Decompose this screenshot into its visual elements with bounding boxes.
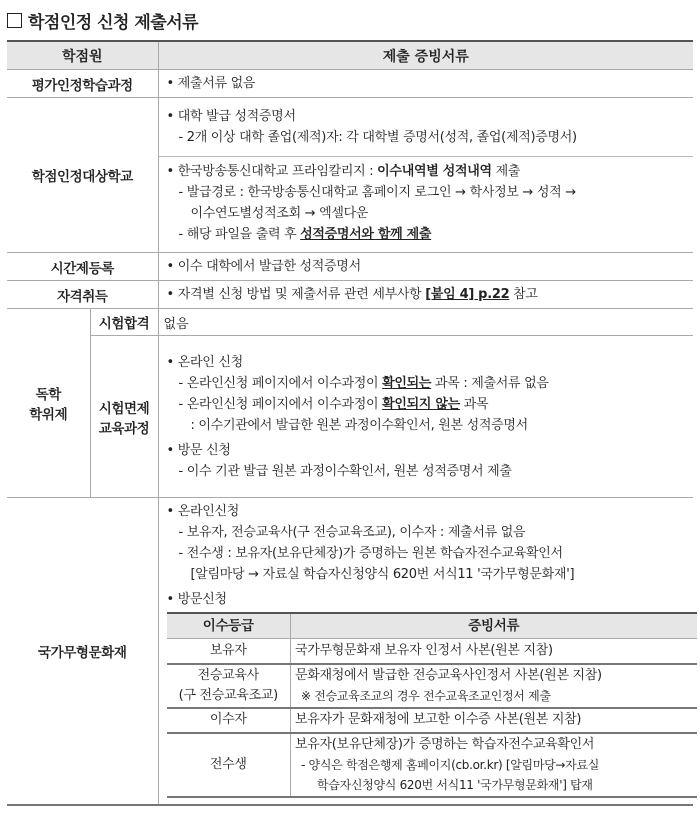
inner-header-grade: 이수등급 [167,613,291,639]
doc-note-cont: 학습자신청양식 620번 서식11 '국가무형문화재'] 탑재 [317,777,593,792]
doc-text: 국가무형문화재 보유자 인정서 사본(원본 지참) [295,642,553,658]
inner-row [167,639,697,664]
doc-cell [291,708,697,733]
heritage-grade-table [167,612,697,798]
subcategory-exempt [90,336,158,498]
text: - 온라인신청 페이지에서 이수과정이 [178,375,383,391]
doc-item-prime-college [167,161,694,182]
table-row-evaluation [7,70,693,98]
grade-cell [167,664,291,708]
table-row-certificate [7,281,693,309]
docs-parttime [158,253,693,281]
table-row-university [7,98,693,253]
doc-cell [291,639,697,664]
doc-text: 보유자(보유단체장)가 증명하는 학습자전수교육확인서 [295,736,595,752]
docs-exempt [158,336,693,498]
appendix-reference: [붙임 4] p.22 [425,287,510,302]
doc-note: - 양식은 학점은행제 홈페이지(cb.or.kr) [알림마당→자료실 [301,757,600,772]
inner-header-row [167,613,697,639]
grade-text: 전수생 [209,756,247,772]
text: 참고 [509,287,538,302]
doc-subitem-cont: 이수연도별성적조회 → 엑셀다운 [190,205,369,221]
text: - 해당 파일을 출력 후 [178,226,301,242]
grade-text: 보유자 [209,642,247,658]
grade-cell [167,639,291,664]
doc-subitem: - 2개 이상 대학 졸업(제적)자: 각 대학별 증명서(성적, 졸업(제적)증명서) [178,129,577,145]
header-credit-source: 학점원 [7,41,158,70]
emphasis-text: 확인되지 않는 [382,396,460,412]
header-required-documents: 제출 증빙서류 [158,41,693,70]
inner-row [167,733,697,797]
docs-heritage [158,498,693,805]
doc-subitem [167,224,694,245]
page-title [7,8,198,33]
doc-item: • 방문신청 [166,592,227,607]
text: - 온라인신청 페이지에서 이수과정이 [178,396,383,412]
docs-university [158,98,693,253]
doc-subitem [167,394,694,415]
doc-subitem: - 전수생 : 보유자(보유단체장)가 증명하는 원본 학습자전수교육확인서 [178,546,563,561]
table-row-selfstudy-exempt [7,336,693,498]
text: • 자격별 신청 방법 및 제출서류 관련 세부사항 [166,287,426,302]
doc-subitem-cont: [알림마당 → 자료실 학습자신청양식 620번 서식11 '국가무형문화재'] [190,567,575,582]
category-line: 독학 [35,387,61,403]
category-university: 학점인정대상학교 [7,98,158,253]
table-row-selfstudy-exam [7,309,693,336]
doc-item: • 이수 대학에서 발급한 성적증명서 [166,259,361,274]
doc-item: • 온라인 신청 [166,354,243,370]
subcategory-exam-pass: 시험합격 [90,309,158,336]
emphasis-text: 확인되는 [382,375,432,391]
doc-item [167,284,694,305]
emphasis-text: 성적증명서와 함께 제출 [300,226,432,242]
category-evaluation: 평가인정학습과정 [7,70,158,98]
subcategory-line: 교육과정 [98,420,150,437]
grade-subtext: (구 전승교육조교) [178,687,278,703]
inner-row [167,664,697,708]
doc-subitem: - 이수 기관 발급 원본 과정이수확인서, 원본 성적증명서 제출 [178,463,512,479]
category-parttime: 시간제등록 [7,253,158,281]
doc-item: • 온라인신청 [166,504,240,519]
page-title-text: 학점인정 신청 제출서류 [28,13,199,33]
doc-item: • 제출서류 없음 [166,76,256,91]
text: 과목 [459,396,489,412]
grade-text: 전승교육사 [197,667,259,683]
category-line: 학위제 [29,407,68,423]
doc-note: ※ 전승교육조교의 경우 전수교육조교인정서 제출 [301,688,551,703]
documents-table [7,40,693,806]
table-row-parttime [7,253,693,281]
inner-row [167,708,697,733]
grade-text: 이수자 [209,712,247,727]
doc-text: 보유자가 문화재청에 보고한 이수증 사본(원본 지참) [295,712,582,727]
doc-text: 문화재청에서 발급한 전승교육사인정서 사본(원본 지참) [295,667,602,683]
table-row-heritage [7,498,693,805]
text: 제출 [491,163,521,179]
table-header-row [7,41,693,70]
emphasis-text: 이수내역별 성적내역 [377,163,492,179]
square-bullet-icon [7,13,22,28]
category-selfstudy [7,309,90,498]
doc-cell [291,733,697,797]
subcategory-line: 시험면제 [98,400,150,417]
docs-evaluation [158,70,693,98]
doc-cell [291,664,697,708]
doc-subitem-cont: : 이수기관에서 발급한 원본 과정이수확인서, 원본 성적증명서 [190,417,528,433]
category-heritage: 국가무형문화재 [7,498,158,805]
doc-subitem: - 보유자, 전승교육사(구 전승교육조교), 이수자 : 제출서류 없음 [178,525,526,540]
docs-exam-pass: 없음 [158,309,693,336]
doc-item: • 방문 신청 [166,442,231,458]
grade-cell [167,733,291,797]
doc-subitem [167,373,694,394]
docs-certificate [158,281,693,309]
doc-item: • 대학 발급 성적증명서 [166,108,296,124]
grade-cell [167,708,291,733]
text: 과목 : 제출서류 없음 [431,375,549,391]
doc-subitem: - 발급경로 : 한국방송통신대학교 홈페이지 로그인 → 학사정보 → 성적 → [178,184,576,200]
category-certificate: 자격취득 [7,281,158,309]
inner-header-docs: 증빙서류 [291,613,697,639]
text: • 한국방송통신대학교 프라임칼리지 : [166,163,378,179]
